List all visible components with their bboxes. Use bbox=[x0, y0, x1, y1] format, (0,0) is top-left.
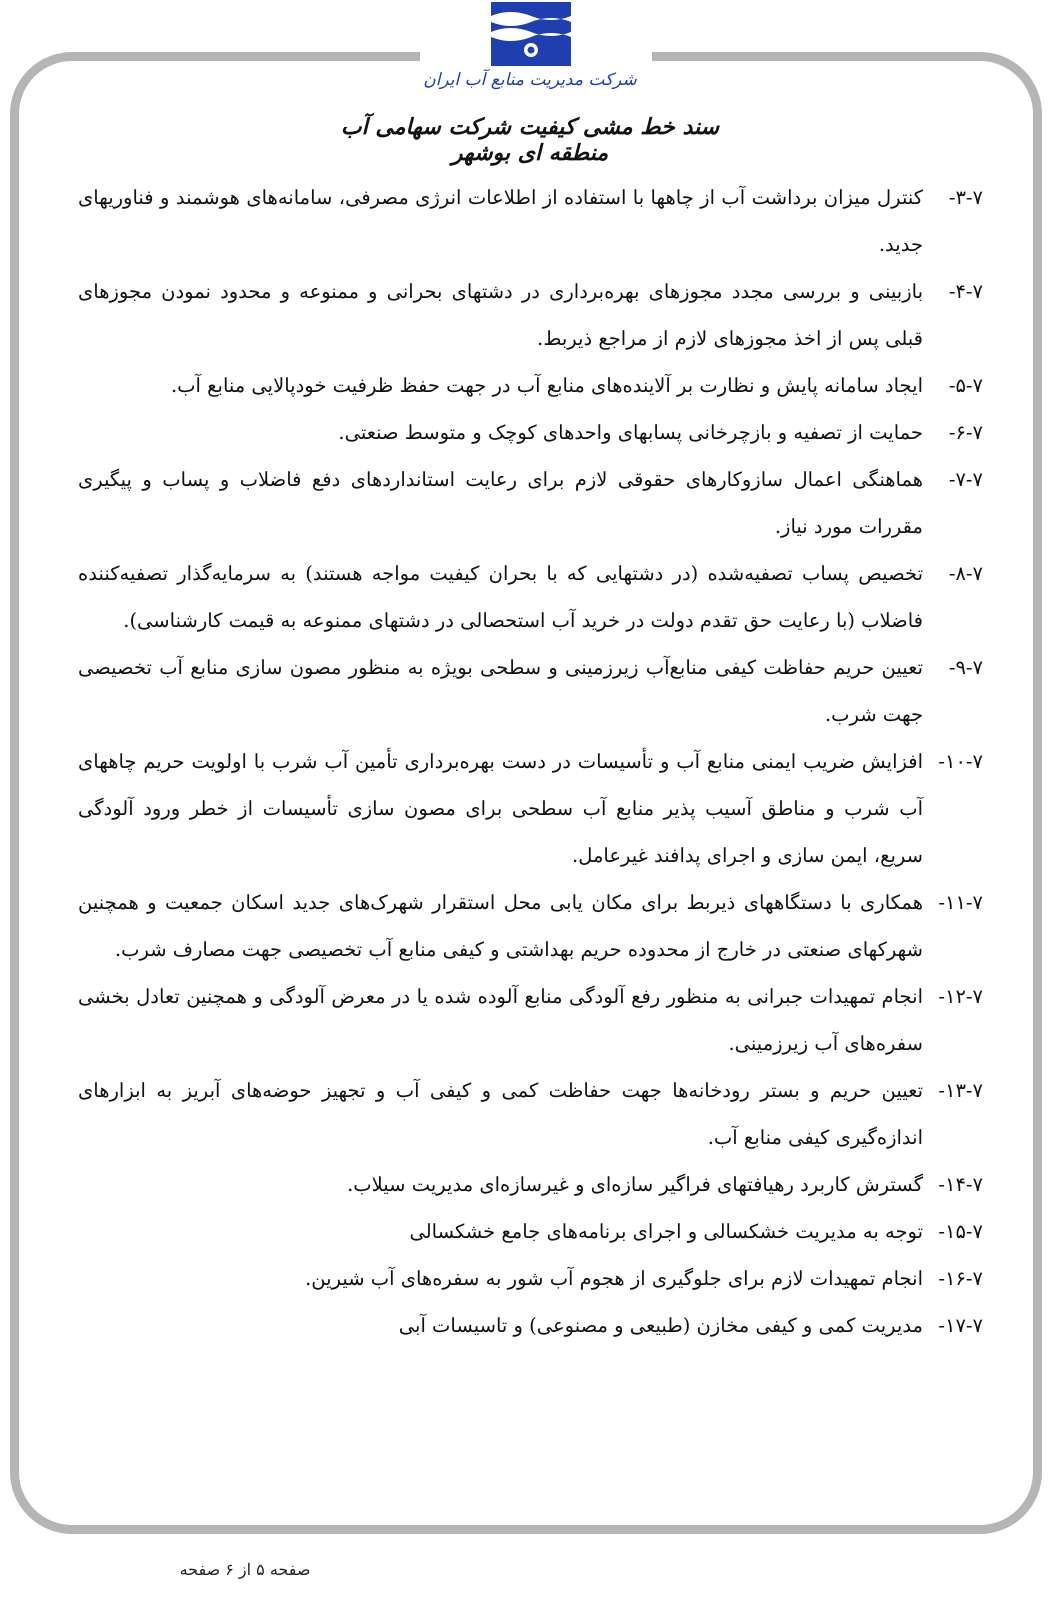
policy-item bbox=[78, 879, 983, 973]
item-number: ۳-۷- bbox=[948, 186, 983, 209]
item-number: ۱۲-۷- bbox=[938, 985, 983, 1008]
item-number: ۱۶-۷- bbox=[938, 1267, 983, 1290]
policy-item bbox=[78, 1302, 983, 1349]
item-text: بازبینی و بررسی مجدد مجوزهای بهره‌برداری در دشتهای بحرانی و ممنوعه و محدود نمودن مجوزهای قبلی پس از اخذ مجوزهای لازم از مراجع ذیربط. bbox=[78, 280, 923, 350]
item-number: ۱۴-۷- bbox=[938, 1173, 983, 1196]
item-text: انجام تمهیدات لازم برای جلوگیری از هجوم آب شور به سفره‌های آب شیرین. bbox=[305, 1267, 923, 1290]
policy-item bbox=[78, 174, 983, 268]
item-number: ۶-۷- bbox=[948, 421, 983, 444]
company-brand: شرکت مدیریت منابع آب ایران bbox=[423, 70, 637, 90]
policy-item bbox=[78, 1208, 983, 1255]
item-text: تعیین حریم حفاظت کیفی منابع‌آب زیرزمینی و سطحی بویژه به منظور مصون سازی منابع آب تخصیصی جهت شرب. bbox=[78, 656, 923, 726]
policy-item bbox=[78, 738, 983, 879]
policy-item bbox=[78, 362, 983, 409]
policy-item bbox=[78, 456, 983, 550]
item-text: گسترش کاربرد رهیافتهای فراگیر سازه‌ای و غیرسازه‌ای مدیریت سیلاب. bbox=[347, 1173, 923, 1196]
document-title: سند خط مشی کیفیت شرکت سهامی آب منطقه ای بوشهر bbox=[340, 114, 720, 166]
item-text: انجام تمهیدات جبرانی به منظور رفع آلودگی منابع آلوده شده یا در معرض آلودگی و همچنین تعادل بخشی سفره‌های آب زیرزمینی. bbox=[78, 985, 923, 1055]
policy-item bbox=[78, 1255, 983, 1302]
policy-item bbox=[78, 550, 983, 644]
item-number: ۴-۷- bbox=[948, 280, 983, 303]
item-number: ۱۷-۷- bbox=[938, 1314, 983, 1337]
policy-list bbox=[78, 174, 983, 1349]
item-number: ۱۵-۷- bbox=[938, 1220, 983, 1243]
item-number: ۱۰-۷- bbox=[938, 750, 983, 773]
item-text: همکاری با دستگاههای ذیربط برای مکان یابی محل استقرار شهرک‌های جدید اسکان جمعیت و همچنین شهرکهای صنعتی در خارج از محدوده حریم بهداشتی و کیفی منابع آب تخصیصی جهت مصارف شرب. bbox=[78, 891, 923, 961]
policy-item bbox=[78, 644, 983, 738]
item-text: افزایش ضریب ایمنی منابع آب و تأسیسات در دست بهره‌برداری تأمین آب شرب با اولویت حریم چاههای آب شرب و مناطق آسیب پذیر منابع آب سطحی برای مصون سازی تأسیسات از خطر ورود آلودگی سریع، ایمن سازی و اجرای پدافند غیرعامل. bbox=[78, 750, 923, 867]
item-text: کنترل میزان برداشت آب از چاهها با استفاده از اطلاعات انرژی مصرفی، سامانه‌های هوشمند و فناوریهای جدید. bbox=[78, 186, 923, 256]
policy-item bbox=[78, 973, 983, 1067]
item-number: ۸-۷- bbox=[948, 562, 983, 585]
water-waves-logo-icon bbox=[491, 2, 571, 66]
policy-item bbox=[78, 1067, 983, 1161]
item-text: تعیین حریم و بستر رودخانه‌ها جهت حفاظت کمی و کیفی آب و تجهیز حوضه‌های آبریز به ابزارهای اندازه‌گیری کیفی منابع آب. bbox=[78, 1079, 923, 1149]
item-text: هماهنگی اعمال سازوکارهای حقوقی لازم برای رعایت استانداردهای دفع فاضلاب و پساب و پیگیری مقررات مورد نیاز. bbox=[78, 468, 923, 538]
item-text: ایجاد سامانه پایش و نظارت بر آلاینده‌های منابع آب در جهت حفظ ظرفیت خودپالایی منابع آب. bbox=[170, 374, 923, 397]
item-number: ۹-۷- bbox=[948, 656, 983, 679]
item-number: ۱۱-۷- bbox=[938, 891, 983, 914]
page-number: صفحه ۵ از ۶ صفحه bbox=[179, 1560, 311, 1579]
item-number: ۱۳-۷- bbox=[938, 1079, 983, 1102]
item-number: ۵-۷- bbox=[948, 374, 983, 397]
item-text: حمایت از تصفیه و بازچرخانی پسابهای واحدهای کوچک و متوسط صنعتی. bbox=[338, 421, 923, 444]
item-text: توجه به مدیریت خشکسالی و اجرای برنامه‌های جامع خشکسالی bbox=[409, 1220, 923, 1243]
policy-item bbox=[78, 268, 983, 362]
item-text: مدیریت کمی و کیفی مخازن (طبیعی و مصنوعی) و تاسیسات آبی bbox=[398, 1314, 923, 1337]
policy-item bbox=[78, 409, 983, 456]
item-text: تخصیص پساب تصفیه‌شده (در دشتهایی که با بحران کیفیت مواجه هستند) به سرمایه‌گذار تصفیه‌کننده فاضلاب (با رعایت حق تقدم دولت در خرید آب استحصالی در دشتهای ممنوعه به قیمت کارشناسی). bbox=[78, 562, 923, 632]
item-number: ۷-۷- bbox=[948, 468, 983, 491]
policy-item bbox=[78, 1161, 983, 1208]
